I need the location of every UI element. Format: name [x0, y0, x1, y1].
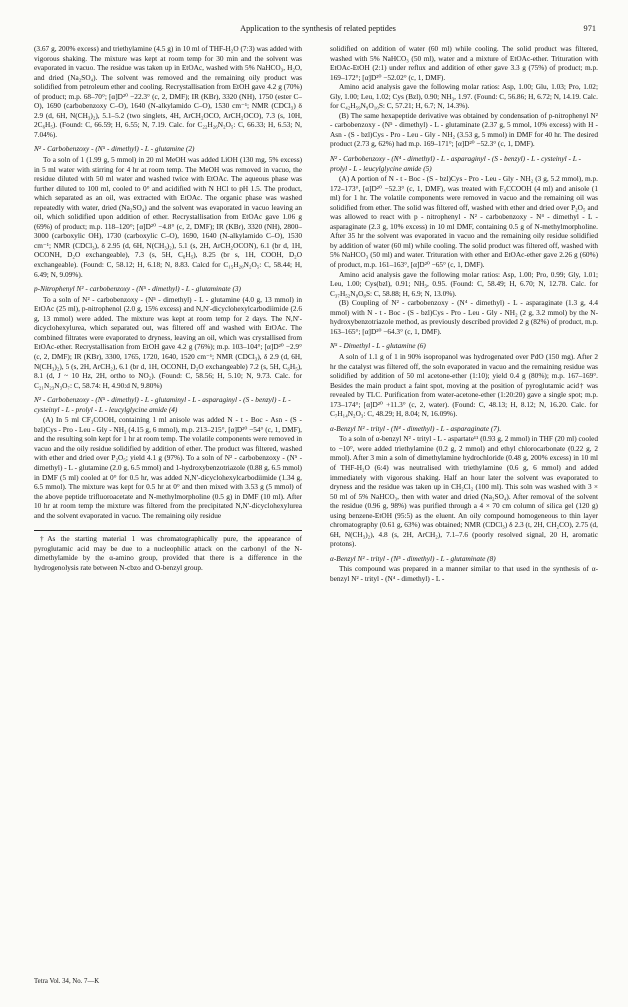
- paragraph: (B) The same hexapeptide derivative was obtained by condensation of p-nitrophenyl N² - carbobenzoxy - (N⁵ - dimethyl) - L - glutaminate (2.37 g, 5 mmol, 10% excess) with H - Asn - (S - bzl)Cys - Pro - Leu - Gly - NH₂ (3.53 g, 5 mmol) in DMF for 40 hr. The desired product (2.73 g, 62%) had m.p. 169–171°; [α]D²⁰ −52.3° (c, 1, DMF).: [330, 110, 598, 149]
- paragraph: (B) Coupling of N² - carbobenzoxy - (N⁴ - dimethyl) - L - asparaginate (1.3 g, 4.4 mmol) with N - t - Boc - (S - bzl)Cys - Pro - Leu - Gly - NH₂ (2 g, 3.2 mmol) by the N-hydroxybenzotriazole method, as previously described provided 2 g (82%) of product, m.p. 163–165°; [α]D²⁰ −64.3° (c, 1, DMF).: [330, 298, 598, 336]
- page-header: [40, 24, 596, 38]
- footnote: [34, 534, 302, 572]
- paragraph: (3.67 g, 200% excess) and triethylamine (4.5 g) in 10 ml of THF-H₂O (7:3) was added with vigorous shaking. The mixture was kept at room temp for 30 min and the solvent was evaporated in vacuo. The residue was taken up in EtOAc, washed with 5% NaHCO₃, H₂O, and dried (Na₂SO₄). The solvent was removed and the remaining oily product was solidified from petroleum ether and cooling. Recrystallisation from EtOH gave 4.2 g (70%) of product; m.p. 68–70°; [α]D²⁰ −22.3° (c, 2, DMF); IR (KBr), 3320 (NH), 1750 (ester C–O), 1690 (carbobenzoxy C–O), 1640 (N-alkylamido C–O), 1530 cm⁻¹; NMR (CDCl₃) δ 2.9 (d, 6H, N(CH₃)₂), 5.1–5.2 (two singlets, 4H, ArCH₂OCO, ArCH₂OCO), 7.3 (s, 10H, 2C₆H₅). (Found: C, 66.59; H, 6.55; N, 7.19. Calc. for C₂₂H₂₆N₂O₅: C, 66.33; H, 6.53; N, 7.04%).: [34, 44, 302, 139]
- section-heading: N⁵ - Dimethyl - L - glutamine (6): [330, 341, 426, 351]
- paragraph: Amino acid analysis gave the following molar ratios: Asp, 1.00; Pro, 0.99; Gly, 1.01; Leu, 1.00; Cys(bzl), 0.91; NH₃, 0.95. (Found: C, 58.49; H, 6.70; N, 12.78. Calc. for C₃₇H₅₂N₈O₈S: C, 58.88; H, 6.9; N, 13.0%).: [330, 269, 598, 298]
- paragraph: Amino acid analysis gave the following molar ratios: Asp, 1.00; Glu, 1.03; Pro, 1.02; Gly, 1.00; Leu, 1.02; Cys (Bzl), 0.90; NH₃, 1.97. (Found: C, 56.86; H, 6.72; N, 14.19. Calc. for C₄₂H₅₉N₉O₁₀S: C, 57.21; H, 6.7; N, 14.3%).: [330, 82, 598, 111]
- paragraph: (A) A portion of N - t - Boc - (S - bzl)Cys - Pro - Leu - Gly - NH₂ (3 g, 5.2 mmol), m.p. 172–173°, [α]D²⁰ −52.3° (c, 1, DMF), was treated with F₃CCOOH (4 ml) and anisole (1 ml) for 1 hr. The volatile components were removed in vacuo and the remaining oil was solidified from ether. The solid was filtered off, washed with ether and dried over P₂O₅ and was allowed to react with p - nitrophenyl - N² - carbobenzoxy - N⁴ - dimethyl - L - asparaginate (2.3 g, 10% excess) in 10 ml DMF, containing 0.5 g of N-methylmorpholine. After 35 hr the solvent was evaporated in vacuo and the remaining oily residue solidified by addition of water (60 ml) while cooling. The solid product was filtered off, washed with 5% NaHCO₃ (50 ml) and water. Trituration with ether and EtOAc-ether gave 2.26 g (60%) of product, m.p. 161–163°, [α]D²⁰ −65° (c, 1, DMF).: [330, 174, 598, 270]
- paragraph: (A) In 5 ml CF₃COOH, containing 1 ml anisole was added N - t - Boc - Asn - (S - bzl)Cys - Pro - Leu - Gly - NH₂ (4.15 g, 6 mmol), m.p. 213–215°, [α]D²⁰ −54° (c, 1, DMF), and the resulting soln kept for 1 hr at room temp. The volatile components were removed in vacuo and the oily residue solidified by addition of ether. The product was filtered, washed with ether and dried over P₂O₅; yield 4.1 g (97%). To a soln of N² - carbobenzoxy - (N⁵ - dimethyl) - L - glutamine (2.0 g, 6.5 mmol) and 1-hydroxybenzotriazole (0.88 g, 6.5 mmol) in DMF (5 ml) cooled at 0° for 0.5 hr, was added N,N′-dicyclohexylcarbodiimide (1.34 g, 6.5 mmol). The mixture was kept for 0.5 hr at 0° and then mixed with 3.53 g (5 mmol) of the above peptide trifluoroacetate and N-methylmorpholine (0.5 g) in DMF (10 ml). After 10 hr at room temp the mixture was filtered from the precipitated N,N′-dicyclohexylurea and the solvent evaporated in vacuo. The remaining oily residue: [34, 415, 302, 520]
- section-heading: N² - Carbobenzoxy - (N⁴ - dimethyl) - L - asparaginyl - (S - benzyl) - L - cysteinyl - L - prolyl - L - leucylglycine amide (5): [330, 154, 581, 173]
- paragraph: solidified on addition of water (60 ml) while cooling. The solid product was filtered, washed with 5% NaHCO₃ (50 ml), water and a mixture of EtOAc-ether. Trituration with EtOAc-EtOH (2:1) under reflux and addition of ether gave 3.3 g (75%) of product; m.p. 169–172°; [α]D²⁰ −52.02° (c, 1, DMF).: [330, 44, 598, 82]
- right-column: [330, 44, 598, 949]
- footnote-text: †As the starting material 1 was chromatographically pure, the appearance of pyroglutamic acid may be due to a nucleophilic attack on the carbonyl of the N-dimethylamide by the α-amino group, provided that there is a difference in the hydrogenolysis rate between N-cbzo and O-benzyl group.: [34, 534, 302, 572]
- paragraph: To a soln of N² - carbobenzoxy - (N⁵ - dimethyl) - L - glutamine (4.0 g, 13 mmol) in EtOAc (25 ml), p-nitrophenol (2.0 g, 15% excess) and N,N′-dicyclohexylcarbodiimide (2.6 g, 13 mmol) were added. The mixture was kept at room temp for 2 days. The N,N′-dicyclohexylurea, which separated out, was filtered off and washed with EtOAc. The combined filtrates were evaporated to dryness, leaving an oil, which was crystallised from EtOAc-ether. Recrystallisation from EtOH gave 4.2 g (76%); m.p. 103–104°; [α]D²⁰ −2.9° (c, 2, DMF); IR (KBr), 3300, 1765, 1720, 1640, 1520 cm⁻¹; NMR (CDCl₃), δ 2.9 (d, 6H, N(CH₃)₂), 5 (s, 2H, ArCH₂), 6.1 (br d, 1H, OCONH, D₂O exchangeable) 7.2 (s, 5H, C₆H₅), 8.1 (d, J ~ 10 Hz, 2H, ortho to NO₂). (Found: C, 58.56; H, 5.10; N, 9.73. Calc. for C₂₁N₂₃N₃O₇: C, 58.74: H, 4.90:d N, 9.80%): [34, 294, 302, 390]
- section-heading: α-Benzyl N² - trityl - (N⁵ - dimethyl) - L - glutaminate (8): [330, 553, 496, 563]
- section-heading: α-Benzyl N² - trityl - (N⁴ - dimethyl) - L - asparaginate (7).: [330, 423, 502, 433]
- page-number: 971: [583, 24, 596, 33]
- journal-footer: Tetra Vol. 34, No. 7—K: [34, 978, 100, 985]
- paragraph: A soln of 1.1 g of 1 in 90% isopropanol was hydrogenated over PdO (150 mg). After 2 hr the catalyst was filtered off, the soln evaporated in vacuo and the remaining residue was solidified by addition of 50 ml acetone-ether (1:10); yield 0.4 g (80%); m.p. 167–169°. Besides the main product a faint spot, moving at the position of pyroglutamic acid† was revealed by TLC. Purification from water-acetone-ether (1:20:20) gave a single spot; m.p. 173–174°; [α]D²⁰ +11.3° (c, 2, water). (Found: C, 48.13; H, 8.12; N, 16.20. Calc. for C₇H₁₄N₂O₃: C, 48.29; H, 8.04; N, 16.09%).: [330, 351, 598, 419]
- section-heading: N² - Carbobenzoxy - (N⁵ - dimethyl) - L - glutamine (2): [34, 144, 195, 154]
- paragraph: To a soln of α-benzyl N² - trityl - L - aspartate¹¹ (0.93 g, 2 mmol) in THF (20 ml) cooled to −10°, were added triethylamine (0.2 g, 2 mmol) and ethyl chlorocarbonate (0.22 g, 2 mmol). After 3 min a soln of dimethylamine hydrochloride (0.48 g, 200% excess) in 10 ml of THF-H₂O (6:4) was neutralised with triethylamine (0.6 g, 6 mmol) and added immediately with vigorous shaking. Half an hour later the solvent was evaporated to dryness and the residue was taken up in CH₂Cl₂ (100 ml). This soln was washed with 3 × 50 ml of 5% NaHCO₃, then with water and dried (Na₂SO₄). After removal of the solvent the residue (0.96 g, 98%) was purified through a 4 × 70 cm column of silica gel (120 g) using benzene-EtOH (95:5) as the eluent. An oily compound homogeneous to thin layer chromatography (0.61 g, 63%) was obtained; NMR (CDCl₃) δ 2.3 (t, 2H, CH₂CO), 2.75 (d, 6H, N(CH₃)₂), 4.8 (s, 2H, ArCH₂), 7.1–7.6 (poorly resolved signal, 20 H, aromatic protons).: [330, 434, 598, 549]
- section-heading: N² - Carbobenzoxy - (N⁵ - dimethyl) - L - glutaminyl - L - asparaginyl - (S - benzyl) - L - cysteinyl - L - prolyl - L - leucylglycine amide (4): [34, 395, 291, 414]
- footnote-divider: [34, 530, 302, 531]
- paragraph: To a soln of 1 (1.99 g, 5 mmol) in 20 ml MeOH was added LiOH (130 mg, 5% excess) in 5 ml water with stirring for 4 hr at room temp. The MeOH was removed in vacuo, the residue diluted with 50 ml water and washed twice with EtOAc. The aqueous phase was further diluted to 100 ml, cooled to 0° and acidified with N HCl to pH 1.5. The product, which separated as an oil, was extracted with EtOAc. The organic phase was washed repeatedly with water, dried (Na₂SO₄) and the solvent was evaporated in vacuo leaving an oil, which solidified upon addition of ether. Recrystallisation from EtOAc gave 1.06 g (69%) of product; m.p. 118–120°; [α]D²⁰ −4.8° (c, 2, DMF); IR (KBr), 3320 (NH), 2800–3000 (carboxylic OH), 1730 (carboxylic C–O), 1690, 1640 (N-alkylamido C–O), 1530 cm⁻¹; NMR (CDCl₃), δ 2.95 (d, 6H, N(CH₃)₂), 5.1 (s, 2H, ArCH₂OCON), 6.1 (br d, 1H, OCONH, D₂O exchangeable), 7.3 (s, 5H, C₆H₅), 8.25 (br s, 1H, COOH, D₂O exchangeable). (Found: C, 58.12; H, 6.18; N, 8.83. Calcd for C₁₅H₂₀N₂O₅: C, 58.44; H, 6.49; N, 9.09%).: [34, 155, 302, 279]
- running-title: Application to the synthesis of related peptides: [240, 24, 396, 33]
- section-heading: p-Nitrophenyl N² - carbobenzoxy - (N⁵ - dimethyl) - L - glutaminate (3): [34, 284, 241, 294]
- left-column: [34, 44, 302, 949]
- paragraph: This compound was prepared in a manner similar to that used in the synthesis of α-benzyl N² - trityl - (N⁴ - dimethyl) - L -: [330, 564, 598, 583]
